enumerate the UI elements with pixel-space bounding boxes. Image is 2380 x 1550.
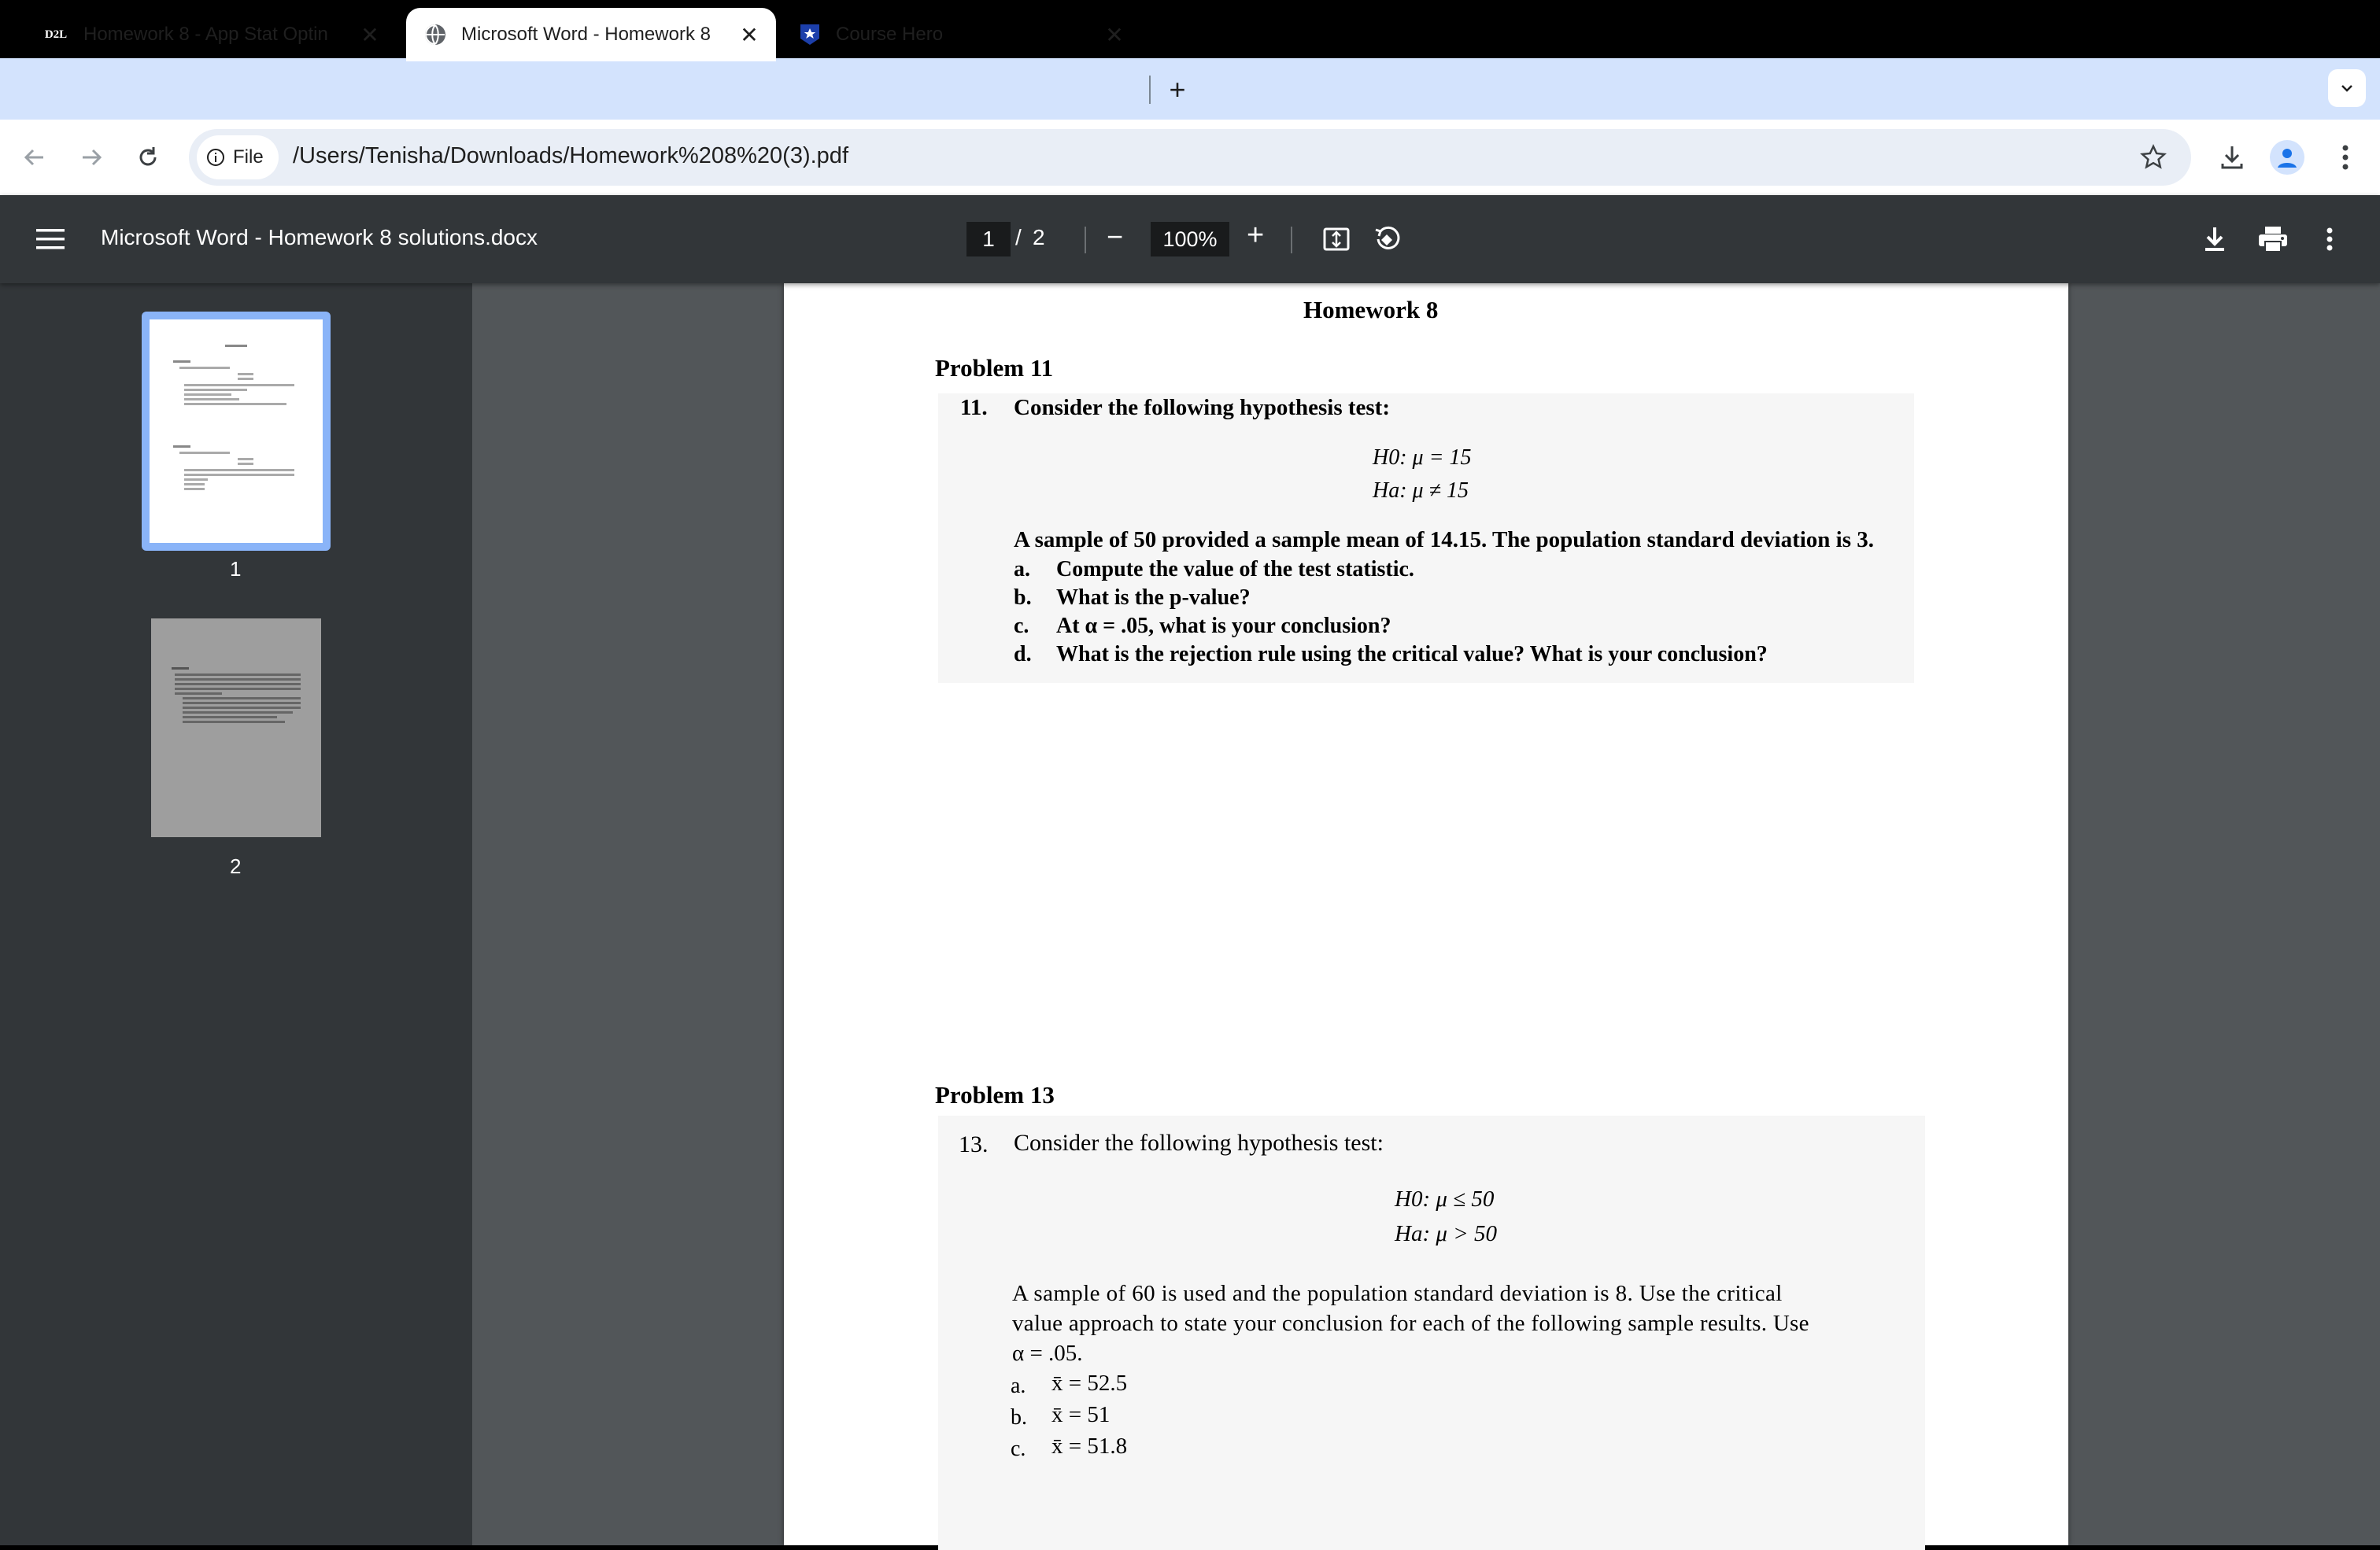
problem-11-item-label: b. bbox=[1014, 585, 1032, 610]
problem-13-item-label: b. bbox=[1011, 1405, 1027, 1430]
hamburger-menu-icon bbox=[36, 228, 65, 250]
problem-11-body: A sample of 50 provided a sample mean of 14.15. The population standard deviation is 3. bbox=[1014, 527, 1875, 552]
tab-close-icon[interactable]: ✕ bbox=[740, 22, 759, 47]
downloads-button[interactable] bbox=[2213, 138, 2251, 176]
problem-11-title: Problem 11 bbox=[935, 354, 1054, 382]
profile-avatar-icon bbox=[2275, 145, 2300, 170]
problem-13-null-hypothesis: H0: μ ≤ 50 bbox=[1395, 1186, 1495, 1212]
back-button[interactable] bbox=[14, 137, 55, 178]
tab-close-icon[interactable]: ✕ bbox=[1105, 22, 1124, 47]
problem-13-body-line: A sample of 60 is used and the population standard deviation is 8. Use the critical bbox=[1012, 1281, 1783, 1306]
reload-button[interactable] bbox=[128, 137, 168, 178]
pdf-page-1 bbox=[784, 283, 2068, 1545]
problem-13-item-text: x̄ = 51 bbox=[1051, 1402, 1111, 1427]
globe-icon bbox=[423, 23, 447, 46]
problem-11-item-text: Compute the value of the test statistic. bbox=[1056, 557, 1414, 581]
problem-11-item-text: What is the rejection rule using the critical value? What is your conclusion? bbox=[1056, 642, 1768, 666]
reload-icon bbox=[135, 144, 161, 171]
fit-to-page-button[interactable] bbox=[1319, 223, 1354, 255]
new-tab-button[interactable]: + bbox=[1169, 73, 1186, 105]
zoom-level-input[interactable]: 100% bbox=[1151, 222, 1229, 256]
forward-button[interactable] bbox=[71, 137, 112, 178]
problem-11-item-label: a. bbox=[1014, 557, 1030, 581]
problem-11-item-text: At α = .05, what is your conclusion? bbox=[1056, 614, 1391, 638]
browser-menu-button[interactable] bbox=[2331, 138, 2360, 176]
problem-13-item-label: c. bbox=[1011, 1437, 1026, 1461]
course-hero-icon bbox=[798, 23, 822, 46]
problem-13-body-line: value approach to state your conclusion for each of the following sample results. Use bbox=[1012, 1311, 1809, 1336]
tab-close-icon[interactable]: ✕ bbox=[360, 22, 379, 47]
print-button[interactable] bbox=[2254, 222, 2292, 256]
bookmark-star-button[interactable] bbox=[2136, 140, 2171, 175]
fit-page-icon bbox=[1323, 227, 1350, 251]
tab-title: Homework 8 - App Stat Optin bbox=[83, 24, 328, 45]
pdf-document-title: Microsoft Word - Homework 8 solutions.docx bbox=[101, 225, 538, 249]
d2l-favicon-icon: D2L bbox=[42, 23, 69, 46]
thumbnail-label-2: 2 bbox=[230, 854, 242, 878]
download-icon bbox=[2203, 226, 2227, 253]
kebab-menu-icon bbox=[2341, 144, 2349, 171]
tab-word-homework[interactable] bbox=[406, 8, 776, 61]
page-thumbnail-2[interactable] bbox=[151, 618, 321, 837]
toolbar-divider bbox=[1085, 227, 1086, 253]
problem-13-body-line: α = .05. bbox=[1012, 1341, 1083, 1366]
page-number-input[interactable]: 1 bbox=[966, 222, 1011, 256]
total-pages: 2 bbox=[1033, 225, 1045, 249]
rotate-icon bbox=[1373, 225, 1401, 253]
problem-11-null-hypothesis: H0: μ = 15 bbox=[1373, 445, 1472, 470]
tab-separator bbox=[1149, 76, 1151, 104]
problem-11-item-label: d. bbox=[1014, 642, 1032, 666]
problem-13-title: Problem 13 bbox=[935, 1081, 1055, 1109]
problem-13-item-label: a. bbox=[1011, 1374, 1026, 1398]
forward-arrow-icon bbox=[78, 144, 105, 171]
document-heading: Homework 8 bbox=[1303, 296, 1439, 323]
tab-title: Course Hero bbox=[836, 24, 944, 45]
toolbar-divider bbox=[1291, 227, 1292, 253]
site-info-chip[interactable] bbox=[197, 135, 279, 179]
page-thumbnail-1-image bbox=[150, 319, 323, 543]
zoom-out-button[interactable]: − bbox=[1107, 220, 1124, 253]
tab-search-button[interactable] bbox=[2328, 69, 2366, 107]
star-icon bbox=[2140, 144, 2167, 171]
problem-11-alt-hypothesis: Ha: μ ≠ 15 bbox=[1373, 478, 1469, 503]
pdf-download-button[interactable] bbox=[2197, 222, 2232, 256]
problem-13-number: 13. bbox=[959, 1131, 989, 1157]
printer-icon bbox=[2258, 226, 2288, 253]
problem-13-item-text: x̄ = 52.5 bbox=[1051, 1371, 1128, 1396]
problem-11-item-label: c. bbox=[1014, 614, 1029, 638]
profile-button[interactable] bbox=[2270, 140, 2304, 175]
pdf-more-actions-button[interactable] bbox=[2315, 222, 2344, 256]
problem-13-item-text: x̄ = 51.8 bbox=[1051, 1434, 1128, 1459]
sidebar-menu-button[interactable] bbox=[31, 223, 69, 255]
zoom-in-button[interactable]: + bbox=[1247, 219, 1265, 252]
tab-title: Microsoft Word - Homework 8 bbox=[461, 24, 711, 45]
tab-d2l[interactable] bbox=[27, 8, 397, 61]
problem-11-item-text: What is the p-value? bbox=[1056, 585, 1251, 610]
site-info-label: File bbox=[233, 146, 264, 168]
thumbnail-label-1: 1 bbox=[230, 557, 242, 581]
problem-11-number: 11. bbox=[960, 395, 988, 420]
page-separator: / bbox=[1015, 225, 1022, 249]
back-arrow-icon bbox=[21, 144, 48, 171]
problem-13-prompt: Consider the following hypothesis test: bbox=[1014, 1130, 1384, 1156]
problem-13-alt-hypothesis: Ha: μ > 50 bbox=[1395, 1221, 1497, 1246]
kebab-menu-icon bbox=[2326, 227, 2334, 252]
chevron-down-icon bbox=[2338, 79, 2356, 97]
url-text[interactable]: /Users/Tenisha/Downloads/Homework%208%20(3).pdf bbox=[293, 143, 848, 168]
tab-course-hero[interactable] bbox=[781, 8, 1141, 61]
download-icon bbox=[2218, 143, 2246, 172]
rotate-button[interactable] bbox=[1369, 222, 1404, 256]
info-icon bbox=[206, 148, 225, 167]
problem-11-prompt: Consider the following hypothesis test: bbox=[1014, 395, 1390, 420]
